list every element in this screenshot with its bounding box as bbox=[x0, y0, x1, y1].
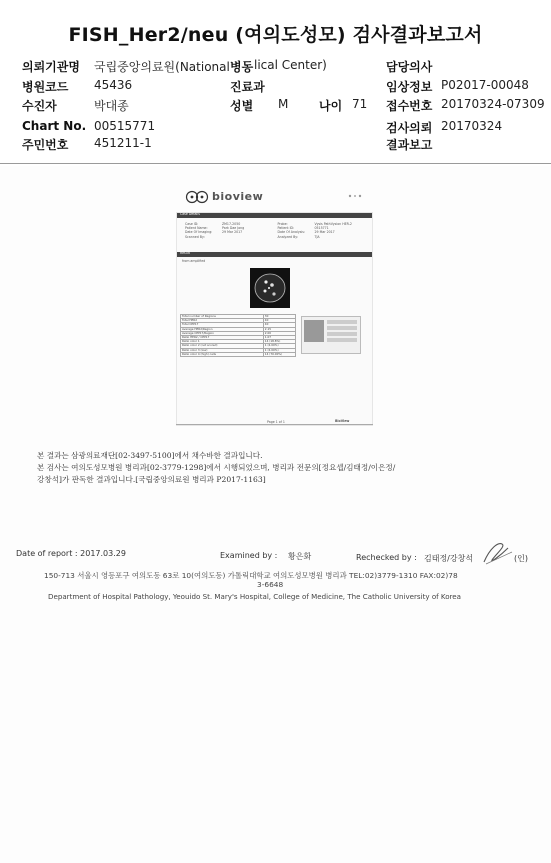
footer-address: 150-713 서울시 영등포구 여의도동 63로 10(여의도동) 가톨릭대학교 여의도성모병원 병리과 TEL:02)3779-1310 FAX:02)78 bbox=[44, 571, 458, 580]
case-details-block bbox=[183, 222, 368, 239]
bioview-logo-text: bioview bbox=[212, 190, 264, 203]
scan-speckle bbox=[348, 183, 362, 187]
page-label: Page 1 of 1 bbox=[267, 420, 285, 424]
stats-cell: 2.00 bbox=[263, 331, 295, 335]
case-cell: 29 Mar 2017 bbox=[314, 230, 335, 235]
clinical-info-label: 임상정보 bbox=[386, 80, 433, 94]
hospital-code-label: 병원코드 bbox=[22, 80, 69, 94]
footer-address-2: 3-6648 bbox=[257, 580, 284, 589]
clinical-info-value: P02017-00048 bbox=[441, 78, 529, 92]
stats-cell: Ratio color 3 (low) bbox=[181, 348, 264, 352]
signature-icon bbox=[478, 538, 518, 566]
date-of-report: Date of report : 2017.03.29 bbox=[16, 549, 126, 558]
sex-label: 성별 bbox=[230, 99, 254, 113]
receipt-value: 20170324-07309 bbox=[441, 97, 545, 111]
thumbnail-grid bbox=[301, 316, 361, 354]
case-cell: Probe: bbox=[277, 222, 288, 226]
rrn-label: 주민번호 bbox=[22, 138, 69, 152]
note-line-3: 강창석]가 판독한 결과입니다.[국립중앙의료원 병리과 P2017-1163] bbox=[37, 475, 266, 484]
case-cell: TJA bbox=[314, 234, 320, 239]
case-cell: Date Of Imaging: bbox=[185, 230, 213, 235]
embedded-report bbox=[176, 212, 373, 426]
case-row bbox=[183, 235, 368, 239]
case-cell: Date Of Analysis: bbox=[277, 230, 305, 235]
stats-cell: Ratio HER2 / CEP17 bbox=[181, 336, 264, 340]
case-cell: Case ID: bbox=[185, 222, 199, 226]
case-cell: Patient ID: bbox=[277, 226, 295, 231]
ward-label: 병동 bbox=[230, 60, 254, 74]
stats-cell: 14 (18.8%) bbox=[263, 340, 295, 344]
report-title: FISH_Her2/neu (여의도성모) 검사결과보고서 bbox=[68, 24, 483, 46]
sign-suffix: (인) bbox=[514, 554, 528, 563]
result-bar bbox=[177, 252, 372, 257]
case-cell: Patient Name: bbox=[185, 226, 208, 231]
case-cell: 0515771 bbox=[314, 226, 329, 231]
chart-no-value: 00515771 bbox=[94, 119, 156, 133]
stats-cell: 40 bbox=[263, 319, 295, 323]
cell-image bbox=[250, 268, 290, 308]
stats-cell: 14 (70.00%) bbox=[263, 352, 295, 356]
note-line-2: 본 검사는 여의도성모병원 병리과[02-3779-1298]에서 시행되었으며, 병리과 전문의[정요셉/김태정/이은정/ bbox=[37, 463, 396, 472]
report-label: 결과보고 bbox=[386, 138, 433, 152]
doctor-label: 담당의사 bbox=[386, 60, 433, 74]
request-label: 검사의뢰 bbox=[386, 121, 433, 135]
case-cell: ZM17-2050 bbox=[222, 222, 241, 226]
rrn-value: 451211-1 bbox=[94, 136, 152, 150]
header-divider bbox=[0, 163, 551, 164]
receipt-label: 접수번호 bbox=[386, 99, 433, 113]
stats-cell: Ratio color 2 (not scored) bbox=[181, 344, 264, 348]
stats-cell: 40 bbox=[263, 323, 295, 327]
institution-label: 의뢰기관명 bbox=[22, 60, 80, 74]
stats-cell: 2.15 bbox=[263, 327, 295, 331]
sex-value: M bbox=[278, 97, 289, 111]
clinic-label: 진료과 bbox=[230, 80, 265, 94]
institution-value: 국립중앙의료원(National bbox=[94, 60, 230, 74]
age-value: 71 bbox=[352, 97, 368, 111]
result-header: Result bbox=[180, 251, 190, 255]
stats-cell: 1.07 bbox=[263, 336, 295, 340]
case-cell: Vysis PathVysion HER-2 bbox=[314, 222, 352, 226]
rechecked-label: Rechecked by : bbox=[356, 553, 417, 562]
stats-cell: Average CEP17/Region bbox=[181, 331, 264, 335]
stats-cell: 1 (4.00%) bbox=[263, 348, 295, 352]
examined-value: 황은화 bbox=[288, 552, 312, 561]
chart-no-label: Chart No. bbox=[22, 119, 87, 133]
case-cell: Scanned By: bbox=[185, 234, 205, 239]
stats-cell: Average HER2/Region bbox=[181, 327, 264, 331]
case-cell: 29 Mar 2017 bbox=[222, 230, 243, 235]
stats-cell: Total number of Regions bbox=[181, 315, 264, 319]
stats-cell: Ratio color 4 (high) cells bbox=[181, 352, 264, 356]
result-sub: from amplified bbox=[182, 259, 206, 263]
stats-cell: 30 bbox=[263, 315, 295, 319]
case-cell: Analyzed By: bbox=[277, 234, 299, 239]
case-details-bar bbox=[177, 213, 372, 218]
brand-small: BioView bbox=[335, 419, 350, 423]
stats-row bbox=[181, 352, 296, 356]
ward-value: lical Center) bbox=[254, 58, 327, 72]
stats-cell: 1 (4.00%) bbox=[263, 344, 295, 348]
stats-table bbox=[180, 314, 296, 357]
report-bottom-line bbox=[176, 424, 373, 425]
rechecked-value: 김태정/강창석 bbox=[424, 554, 474, 563]
examined-label: Examined by : bbox=[220, 551, 278, 560]
patient-value: 박대종 bbox=[94, 99, 129, 113]
footer-dept-en: Department of Hospital Pathology, Yeouido St. Mary's Hospital, College of Medicine, The Catholic University of Korea bbox=[48, 592, 462, 601]
case-cell bbox=[220, 235, 276, 239]
stats-cell: Total CEP17 bbox=[181, 323, 264, 327]
case-cell: Park Dae Jong bbox=[222, 226, 245, 231]
hospital-code-value: 45436 bbox=[94, 78, 133, 92]
note-line-1: 본 결과는 삼광의료재단[02-3497-5100]에서 채수바한 결과입니다. bbox=[37, 451, 263, 460]
case-details-header: Case Details bbox=[180, 212, 200, 216]
stats-cell: Ratio color 1 bbox=[181, 340, 264, 344]
age-label: 나이 bbox=[319, 99, 343, 113]
stats-cell: Total HER2 bbox=[181, 319, 264, 323]
patient-label: 수진자 bbox=[22, 99, 57, 113]
request-value: 20170324 bbox=[441, 119, 503, 133]
